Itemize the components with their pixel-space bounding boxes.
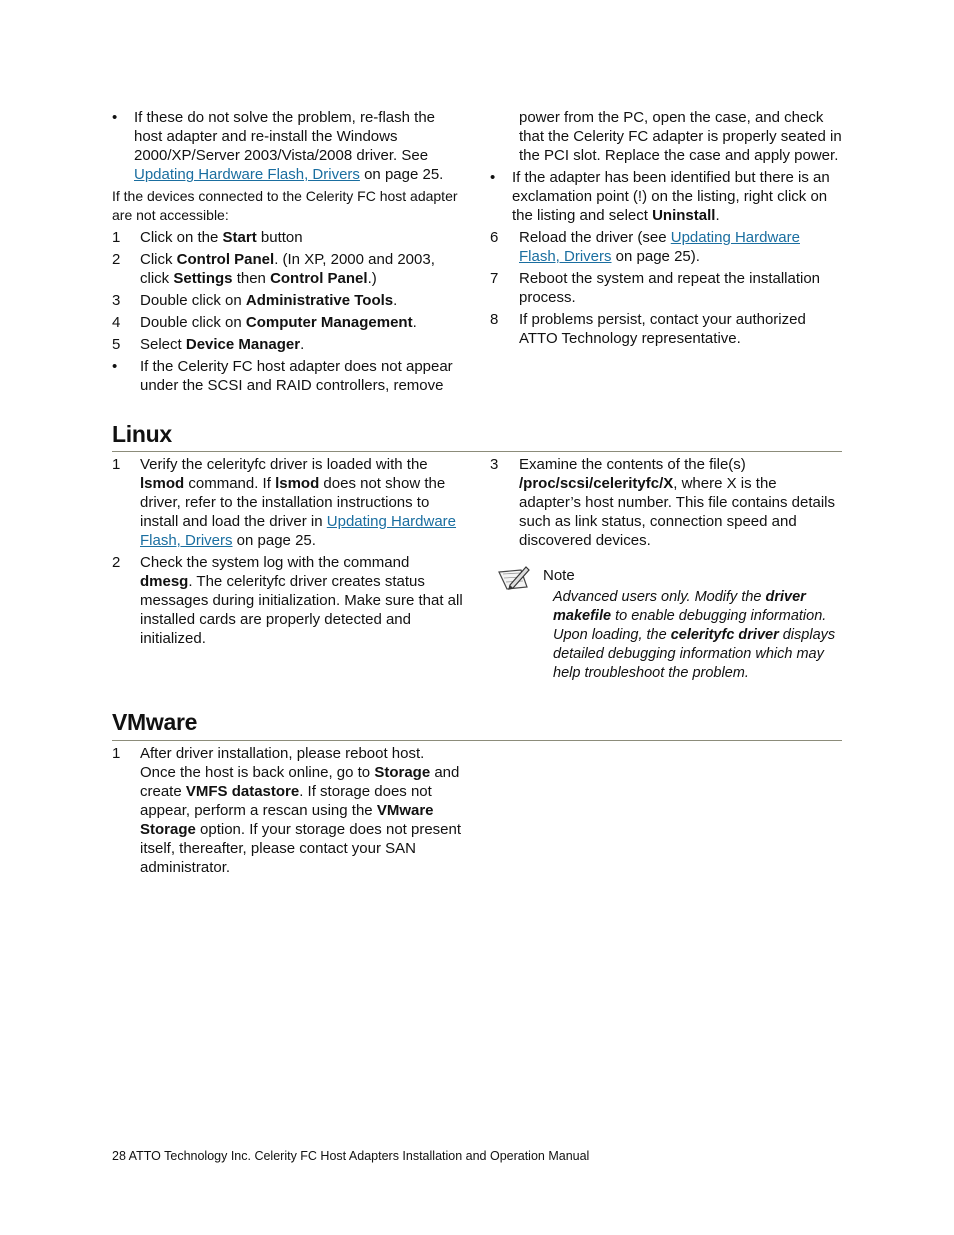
step-number: 7 [490, 270, 499, 287]
settings-label: Settings [173, 270, 233, 287]
linux-step-1 [112, 455, 464, 550]
step-number: 2 [112, 251, 121, 268]
step-text-end: . [412, 314, 417, 331]
note-label: Note [543, 567, 575, 584]
scsi-text: If the Celerity FC host adapter does not appear under the SCSI and RAID controllers, remove [140, 358, 453, 394]
step-text-mid: command. If [184, 475, 276, 492]
page-footer: 28 ATTO Technology Inc. Celerity FC Host Adapters Installation and Operation Manual [112, 1149, 590, 1163]
vmware-storage-label: VMware Storage [140, 802, 434, 838]
bullet-mark: • [112, 358, 118, 375]
scsi-bullet-continued: power from the PC, open the case, and check that the Celerity FC adapter is properly seated in the PCI slot. Replace the case and apply power. [519, 109, 842, 164]
step-text: If problems persist, contact your authorized ATTO Technology representative. [519, 311, 806, 347]
reflash-text-end: on page 25. [359, 166, 444, 183]
step-number: 6 [490, 229, 499, 246]
exclamation-text-end: . [715, 207, 720, 224]
control-panel-label: Control Panel [176, 251, 275, 268]
troubleshoot-left-column [112, 108, 464, 398]
step-text-mid: then [232, 270, 271, 287]
step-8 [490, 310, 842, 348]
step-text-end: , where X is the adapter’s host number. This file contains details such as link status, connection speed and discovered devices. [519, 475, 836, 549]
vmfs-datastore-label: VMFS datastore [185, 783, 300, 800]
step-number: 5 [112, 336, 121, 353]
step-number: 8 [490, 311, 499, 328]
linux-left-column [112, 455, 464, 651]
scsi-bullet [112, 357, 464, 395]
step-text-end: on page 25). [611, 248, 700, 265]
driver-makefile-label: driver makefile [553, 589, 806, 624]
step-text-end: . [300, 336, 305, 353]
step-text: Check the system log with the command [140, 554, 410, 571]
devices-intro: If the devices connected to the Celerity FC host adapter are not accessible: [112, 188, 458, 223]
step-text-mid: does not show the driver, refer to the installation instructions to install and load the driver in [140, 475, 446, 530]
step-text-end: . [393, 292, 398, 309]
step-number: 4 [112, 314, 121, 331]
reflash-bullet [112, 108, 464, 184]
start-label: Start [222, 229, 257, 246]
uninstall-label: Uninstall [652, 207, 716, 224]
step-1 [112, 228, 464, 247]
step-text-end: .) [367, 270, 377, 287]
vmware-heading: VMware [112, 709, 198, 735]
step-5 [112, 335, 464, 354]
step-text: Double click on [140, 314, 246, 331]
bullet-mark: • [490, 169, 496, 186]
step-text: Examine the contents of the file(s) [519, 456, 746, 473]
step-text-mid: . If storage does not appear, perform a rescan using the [140, 783, 432, 819]
step-text-mid: and create [140, 764, 460, 800]
step-text: Reload the driver (see [519, 229, 671, 246]
step-6 [490, 228, 842, 266]
dmesg-label: dmesg [140, 573, 189, 590]
step-text-end: on page 25. [232, 532, 316, 549]
vmware-step-1 [112, 744, 464, 877]
vmware-heading-rule [112, 740, 842, 741]
control-panel-label-2: Control Panel [270, 270, 368, 287]
note-text-end: displays detailed debugging information which may help troubleshoot the problem. [553, 627, 836, 681]
step-2 [112, 250, 464, 288]
note-body [553, 588, 845, 683]
step-text: Verify the celerityfc driver is loaded with the [140, 456, 428, 473]
step-4 [112, 313, 464, 332]
vmware-left-column [112, 744, 464, 880]
bullet-mark: • [112, 109, 118, 126]
step-number: 1 [112, 745, 121, 762]
lsmod-label: lsmod [140, 475, 185, 492]
step-text: After driver installation, please reboot host. Once the host is back online, go to [140, 745, 425, 781]
step-text-end: button [256, 229, 303, 246]
device-manager-label: Device Manager [185, 336, 301, 353]
updating-drivers-link-3[interactable]: Updating Hardware Flash, Drivers [140, 513, 457, 549]
linux-heading-rule [112, 451, 842, 452]
admin-tools-label: Administrative Tools [245, 292, 394, 309]
step-number: 2 [112, 554, 121, 571]
note-text: Advanced users only. Modify the [553, 589, 766, 605]
step-number: 3 [112, 292, 121, 309]
storage-label: Storage [374, 764, 431, 781]
lsmod-label-2: lsmod [275, 475, 320, 492]
linux-step-2 [112, 553, 464, 648]
linux-right-column [490, 455, 842, 553]
celerityfc-driver-label: celerityfc driver [670, 627, 779, 643]
step-text-end: . The celerityfc driver creates status messages during initialization. Make sure that all installed cards are properly detected and initialized. [140, 573, 463, 647]
troubleshoot-right-column [490, 108, 842, 351]
reflash-text: If these do not solve the problem, re-flash the host adapter and re-install the Windows 2000/XP/Server 2003/Vista/2008 driver. See [134, 109, 436, 164]
step-text: Reboot the system and repeat the installation process. [519, 270, 821, 306]
exclamation-text: If the adapter has been identified but there is an exclamation point (!) on the listing, right click on the listing and select [512, 169, 830, 224]
step-text: Click [140, 251, 177, 268]
computer-management-label: Computer Management [245, 314, 413, 331]
step-text-end: option. If your storage does not present itself, thereafter, please contact your SAN administrator. [140, 821, 462, 876]
step-7 [490, 269, 842, 307]
note-pencil-icon [496, 565, 530, 593]
step-number: 3 [490, 456, 499, 473]
step-number: 1 [112, 456, 121, 473]
linux-step-3 [490, 455, 842, 550]
step-text: Select [140, 336, 186, 353]
step-number: 1 [112, 229, 121, 246]
step-text-mid: . (In XP, 2000 and 2003, click [140, 251, 435, 287]
note-text-mid: to enable debugging information. Upon loading, the [553, 608, 827, 643]
step-text: Double click on [140, 292, 246, 309]
updating-drivers-link-2[interactable]: Updating Hardware Flash, Drivers [519, 229, 800, 265]
step-3 [112, 291, 464, 310]
proc-path-label: /proc/scsi/celerityfc/X [519, 475, 674, 492]
updating-drivers-link[interactable]: Updating Hardware Flash, Drivers [134, 166, 360, 183]
linux-heading: Linux [112, 421, 172, 447]
step-text: Click on the [140, 229, 223, 246]
exclamation-bullet [490, 168, 842, 225]
